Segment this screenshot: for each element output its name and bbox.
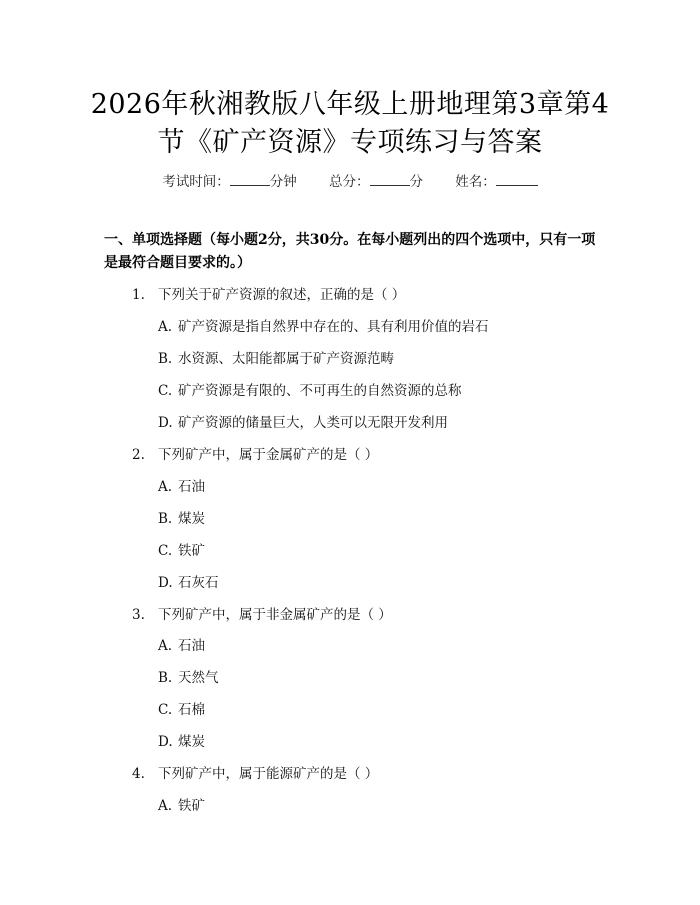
- option-text: 石油: [178, 479, 205, 495]
- question-3-option-b: [158, 666, 219, 686]
- question-text: 下列关于矿产资源的叙述，正确的是（ ）: [158, 287, 406, 303]
- exam-time-unit: 分钟: [269, 174, 297, 190]
- option-letter: D.: [158, 575, 173, 591]
- exam-time-label: 考试时间：: [162, 174, 230, 190]
- total-score-field: [329, 174, 423, 190]
- option-letter: D.: [158, 734, 173, 750]
- option-letter: B.: [158, 511, 173, 527]
- page-title-line-2: 节《矿产资源》专项练习与答案: [157, 127, 543, 158]
- option-text: 铁矿: [178, 543, 205, 559]
- page-title-line-1: 2026年秋湘教版八年级上册地理第3章第4: [90, 89, 610, 120]
- total-score-label: 总分：: [329, 174, 370, 190]
- question-number: 2.: [132, 447, 145, 463]
- question-4: [132, 762, 378, 782]
- exam-time-blank: [230, 173, 270, 186]
- question-3-option-c: [158, 698, 205, 718]
- option-text: 矿产资源的储量巨大，人类可以无限开发利用: [178, 415, 448, 431]
- option-text: 煤炭: [178, 734, 205, 750]
- question-text: 下列矿产中，属于能源矿产的是（ ）: [158, 766, 379, 782]
- option-text: 矿产资源是有限的、不可再生的自然资源的总称: [178, 383, 462, 399]
- option-text: 天然气: [178, 670, 219, 686]
- section-heading-line-1: 一、单项选择题（每小题2分，共30分。在每小题列出的四个选项中，只有一项: [104, 232, 596, 248]
- question-2-option-a: [158, 475, 205, 495]
- option-text: 铁矿: [178, 798, 205, 814]
- option-letter: A.: [158, 319, 173, 335]
- option-text: 石油: [178, 638, 205, 654]
- question-1-option-d: [158, 411, 448, 431]
- name-field: [455, 174, 538, 190]
- section-heading: [104, 229, 604, 275]
- option-text: 石灰石: [178, 575, 219, 591]
- option-letter: C.: [158, 383, 173, 399]
- question-1-option-b: [158, 347, 394, 367]
- option-letter: A.: [158, 479, 173, 495]
- option-text: 水资源、太阳能都属于矿产资源范畴: [178, 351, 394, 367]
- total-score-unit: 分: [409, 174, 423, 190]
- question-4-option-a: [158, 794, 205, 814]
- option-letter: D.: [158, 415, 173, 431]
- option-letter: A.: [158, 798, 173, 814]
- question-text: 下列矿产中，属于金属矿产的是（ ）: [158, 447, 379, 463]
- option-text: 石棉: [178, 702, 205, 718]
- question-text: 下列矿产中，属于非金属矿产的是（ ）: [158, 607, 392, 623]
- question-1: [132, 283, 405, 303]
- question-3-option-a: [158, 634, 205, 654]
- question-3: [132, 603, 392, 623]
- question-2-option-d: [158, 571, 219, 591]
- question-number: 4.: [132, 766, 145, 782]
- option-letter: C.: [158, 543, 173, 559]
- option-letter: C.: [158, 702, 173, 718]
- question-2-option-b: [158, 507, 205, 527]
- option-letter: B.: [158, 670, 173, 686]
- exam-time-field: [162, 174, 297, 190]
- question-3-option-d: [158, 730, 205, 750]
- exam-info-row: [0, 170, 700, 190]
- option-text: 矿产资源是指自然界中存在的、具有利用价值的岩石: [178, 319, 489, 335]
- question-2: [132, 443, 378, 463]
- question-number: 1.: [132, 287, 145, 303]
- name-blank: [496, 173, 538, 186]
- option-text: 煤炭: [178, 511, 205, 527]
- option-letter: A.: [158, 638, 173, 654]
- option-letter: B.: [158, 351, 173, 367]
- question-1-option-c: [158, 379, 462, 399]
- question-2-option-c: [158, 539, 205, 559]
- total-score-blank: [370, 173, 410, 186]
- name-label: 姓名：: [455, 174, 496, 190]
- question-number: 3.: [132, 607, 145, 623]
- section-heading-line-2: 是最符合题目要求的。）: [104, 255, 251, 271]
- question-1-option-a: [158, 315, 489, 335]
